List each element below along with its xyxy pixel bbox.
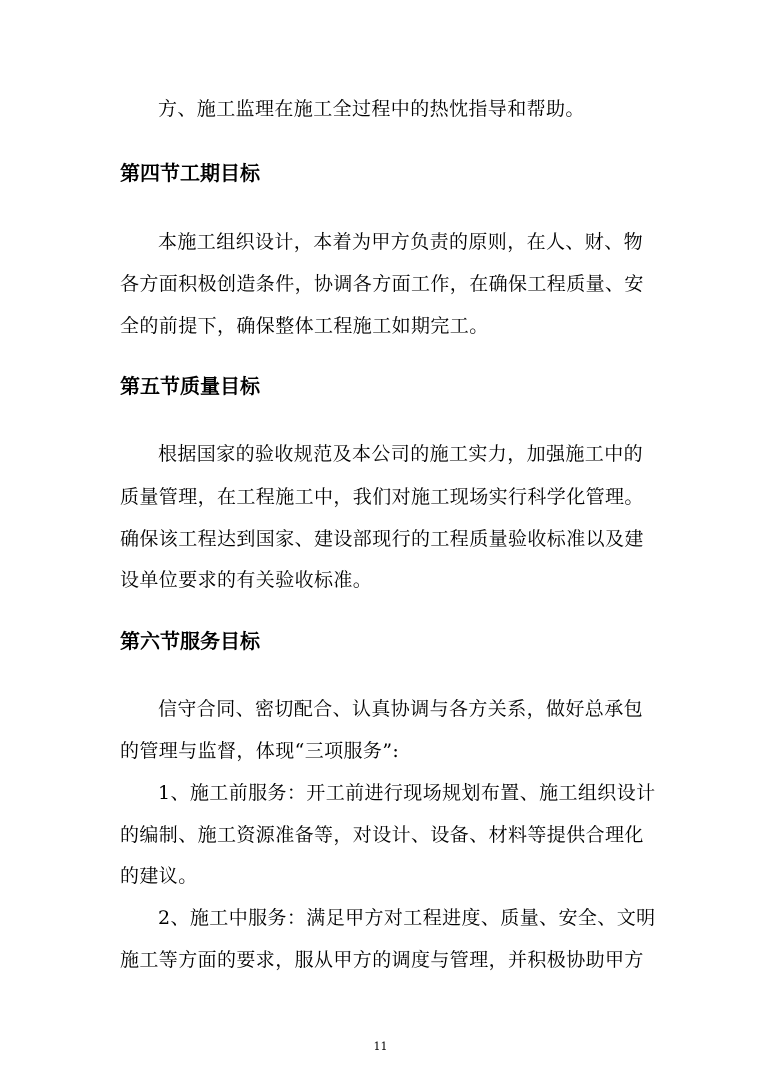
- section-heading-schedule: 第四节工期目标: [120, 161, 260, 185]
- paragraph-line: 施工等方面的要求，服从甲方的调度与管理，并积极协助甲方: [120, 949, 644, 971]
- paragraph-line: 信守合同、密切配合、认真协调与各方关系，做好总承包: [158, 698, 644, 720]
- paragraph-line: 本施工组织设计，本着为甲方负责的原则，在人、财、物: [158, 231, 644, 253]
- paragraph-line: 1、施工前服务：开工前进行现场规划布置、施工组织设计: [158, 782, 656, 804]
- paragraph-line: 的建议。: [120, 865, 198, 887]
- section-heading-service: 第六节服务目标: [120, 629, 260, 653]
- paragraph-line: 各方面积极创造条件，协调各方面工作，在确保工程质量、安: [120, 273, 644, 295]
- page-number: 11: [373, 1040, 388, 1053]
- paragraph-line: 的管理与监督，体现“三项服务”:: [120, 740, 400, 762]
- paragraph-line: 全的前提下，确保整体工程施工如期完工。: [120, 315, 489, 337]
- paragraph-line: 质量管理，在工程施工中，我们对施工现场实行科学化管理。: [120, 486, 644, 508]
- paragraph-line: 根据国家的验收规范及本公司的施工实力，加强施工中的: [158, 443, 644, 465]
- paragraph-line: 确保该工程达到国家、建设部现行的工程质量验收标准以及建: [120, 528, 644, 550]
- paragraph-line: 设单位要求的有关验收标准。: [120, 569, 373, 591]
- section-heading-quality: 第五节质量目标: [120, 374, 260, 398]
- paragraph-line: 的编制、施工资源准备等，对设计、设备、材料等提供合理化: [120, 824, 644, 846]
- intro-line: 方、施工监理在施工全过程中的热忱指导和帮助。: [158, 98, 585, 120]
- paragraph-line: 2、施工中服务：满足甲方对工程进度、质量、安全、文明: [158, 907, 656, 929]
